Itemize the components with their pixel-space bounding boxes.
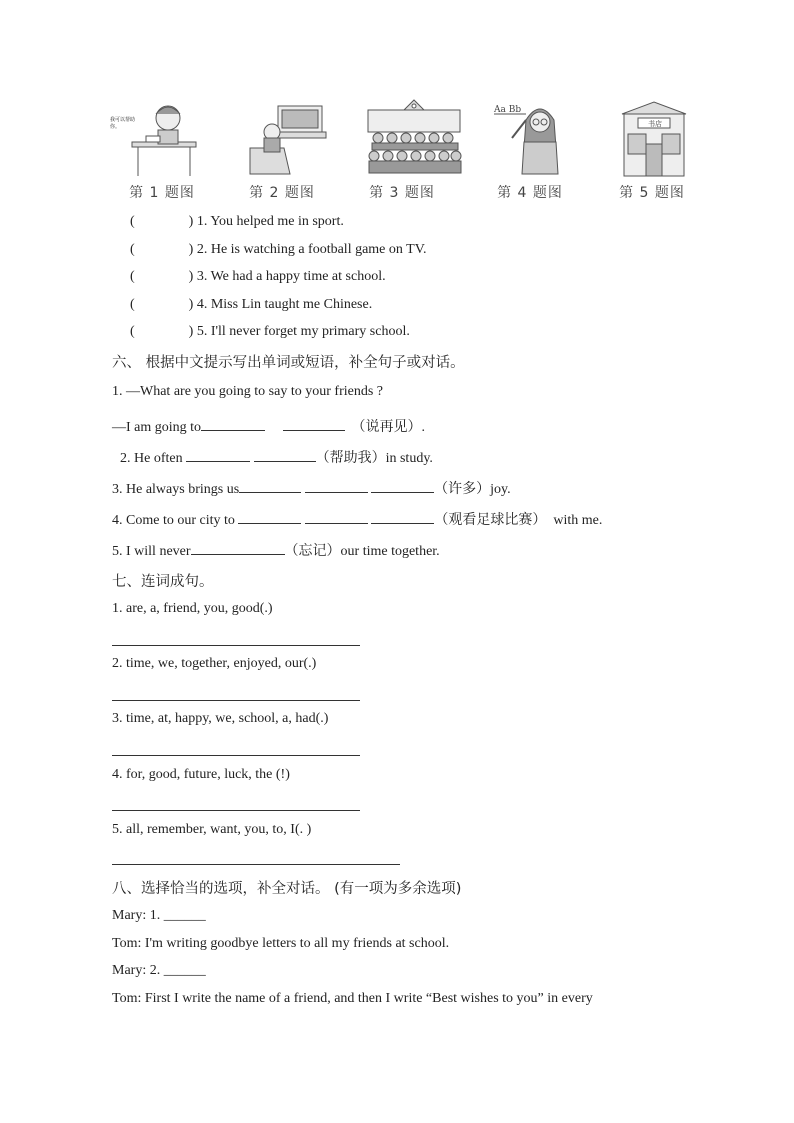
picture-caption: 第 2 题图	[249, 185, 315, 201]
dialogue-text: First I write the name of a friend, and then I write “Best wishes to you” in every	[144, 991, 593, 1006]
paren-close: )	[188, 242, 194, 257]
speaker: Mary:	[112, 908, 147, 923]
hint-text: （观看足球比赛）	[434, 513, 547, 528]
picture-1	[112, 98, 212, 202]
picture-caption: 第 3 题图	[369, 185, 435, 201]
fill-blank[interactable]	[371, 480, 434, 493]
q6-2	[120, 447, 433, 467]
fill-blank[interactable]	[305, 511, 368, 524]
fill-blank[interactable]	[191, 542, 285, 555]
q-text: 3. He always brings us	[112, 482, 240, 497]
paren-open: (	[130, 242, 135, 257]
class-photo-icon	[364, 98, 464, 178]
q-text: —I am going to	[112, 420, 202, 435]
watching-tv-icon	[244, 98, 328, 178]
q7-item: 4. for, good, future, luck, the (!)	[112, 767, 290, 782]
dialogue-text: I'm writing goodbye letters to all my friends at school.	[144, 936, 450, 951]
paren-close: )	[188, 324, 194, 339]
shop-sign: 书店	[648, 120, 662, 128]
answer-line[interactable]	[112, 864, 400, 865]
match-text: 5. I'll never forget my primary school.	[196, 324, 410, 339]
fill-blank[interactable]	[254, 449, 316, 462]
match-item	[130, 242, 427, 258]
match-text: 4. Miss Lin taught me Chinese.	[196, 297, 373, 312]
dialogue-line	[112, 991, 593, 1007]
q-text: 5. I will never	[112, 544, 191, 559]
q7-item: 2. time, we, together, enjoyed, our(.)	[112, 656, 317, 671]
q7-item: 1. are, a, friend, you, good(.)	[112, 601, 273, 616]
picture-5	[602, 98, 702, 202]
picture-caption: 第 1 题图	[129, 185, 195, 201]
picture-caption: 第 5 题图	[619, 185, 685, 201]
hint-text: （帮助我）in study.	[315, 451, 433, 466]
paren-open: (	[130, 324, 135, 339]
hint-text: （忘记）our time together.	[284, 544, 440, 559]
speaker: Mary:	[112, 963, 147, 978]
fill-blank[interactable]	[305, 480, 368, 493]
picture-2	[232, 98, 332, 202]
answer-line[interactable]	[112, 700, 360, 701]
speaker: Tom:	[112, 936, 142, 951]
answer-line[interactable]	[112, 810, 360, 811]
match-item	[130, 214, 344, 230]
picture-strip	[112, 98, 687, 208]
paren-close: )	[188, 269, 194, 284]
q6-1b	[112, 416, 425, 436]
paren-open: (	[130, 297, 135, 312]
svg-text:Aa Bb: Aa Bb	[494, 105, 522, 115]
match-item	[130, 297, 372, 313]
paren-close: )	[188, 297, 194, 312]
bookstore-icon	[614, 98, 694, 178]
dialogue-line	[112, 963, 206, 979]
fill-blank[interactable]	[239, 480, 301, 493]
match-text: 2. He is watching a football game on TV.	[196, 242, 427, 257]
dialogue-text: 1. ______	[149, 908, 206, 923]
fill-blank[interactable]	[186, 449, 250, 462]
match-text: 3. We had a happy time at school.	[196, 269, 386, 284]
hint-text: （说再见）.	[351, 420, 426, 435]
q6-4	[112, 509, 602, 529]
paren-open: (	[130, 269, 135, 284]
match-item	[130, 269, 386, 285]
section-7-title: 七、连词成句。	[112, 574, 214, 590]
dialogue-line	[112, 908, 206, 924]
q-text: 4. Come to our city to	[112, 513, 235, 528]
boy-at-desk-icon	[124, 98, 204, 178]
q-text: 2. He often	[120, 451, 183, 466]
dialogue-line	[112, 936, 449, 952]
q-text: with me.	[553, 513, 603, 528]
fill-blank[interactable]	[283, 418, 345, 431]
paren-close: )	[188, 214, 194, 229]
match-text: 1. You helped me in sport.	[196, 214, 344, 229]
picture-3	[352, 98, 452, 202]
section-6-title: 六、 根据中文提示写出单词或短语，补全句子或对话。	[112, 355, 465, 371]
paren-open: (	[130, 214, 135, 229]
section-8-title: 八、选择恰当的选项，补全对话。 (有一项为多余选项)	[112, 881, 462, 897]
fill-blank[interactable]	[201, 418, 265, 431]
fill-blank[interactable]	[371, 511, 434, 524]
answer-line[interactable]	[112, 645, 360, 646]
q6-3	[112, 478, 511, 498]
dialogue-text: 2. ______	[149, 963, 206, 978]
match-item	[130, 324, 410, 340]
hint-text: （许多）joy.	[434, 482, 511, 497]
teacher-icon	[492, 98, 572, 178]
q6-5	[112, 540, 440, 560]
fill-blank[interactable]	[238, 511, 301, 524]
q7-item: 3. time, at, happy, we, school, a, had(.)	[112, 711, 329, 726]
picture-caption: 第 4 题图	[497, 185, 563, 201]
answer-line[interactable]	[112, 755, 360, 756]
picture-4	[480, 98, 580, 202]
q6-1a: 1. —What are you going to say to your friends ?	[112, 384, 383, 399]
speaker: Tom:	[112, 991, 142, 1006]
q7-item: 5. all, remember, want, you, to, I(. )	[112, 822, 312, 837]
speech-text: 我可以帮助你。	[110, 117, 136, 130]
